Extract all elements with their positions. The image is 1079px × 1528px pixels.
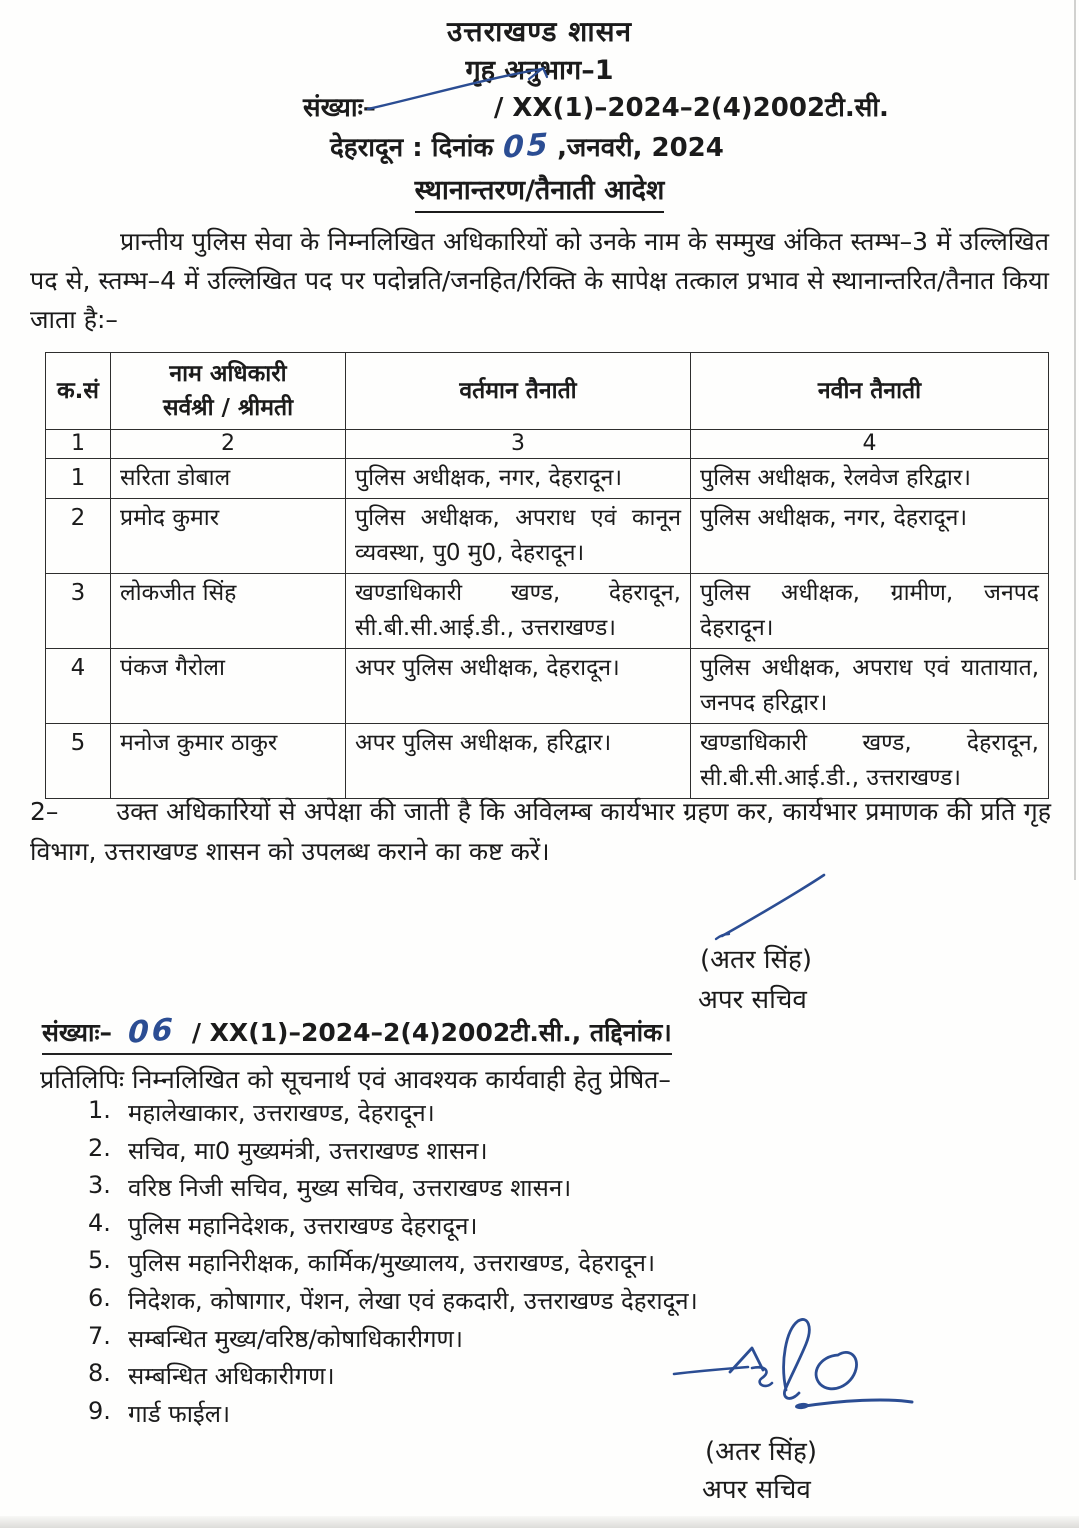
signatory-designation: अपर सचिव [698, 985, 807, 1015]
handwritten-date: 05 [502, 127, 552, 166]
header-serial: क.सं [46, 353, 111, 430]
row-serial: 3 [46, 574, 111, 649]
list-item: 2. सचिव, मा0 मुख्यमंत्री, उत्तराखण्ड शासन। [88, 1133, 488, 1165]
signature-flourish [668, 1310, 920, 1415]
paragraph-number: 2– [30, 797, 59, 826]
ref-prefix: संख्याः– [303, 93, 376, 123]
copy-recipient-list [88, 1096, 698, 1434]
officer-name: सरिता डोबाल [111, 459, 346, 499]
scan-edge-line [1074, 0, 1076, 880]
place-date-line [330, 128, 724, 164]
ref-number: / XX(1)–2024–2(4)2002टी.सी. [493, 93, 889, 123]
row-serial: 4 [46, 649, 111, 724]
place-date-suffix: ,जनवरी, 2024 [557, 133, 724, 163]
list-item: 6. निदेशक, कोषागार, पेंशन, लेखा एवं हकदारी, उत्तराखण्ड देहरादून। [88, 1283, 698, 1315]
table-row [46, 574, 1049, 649]
new-posting: पुलिस अधीक्षक, ग्रामीण, जनपद देहरादून। [691, 574, 1049, 649]
table-row [46, 459, 1049, 499]
signatory-name: (अतर सिंह) [700, 945, 812, 975]
new-posting: पुलिस अधीक्षक, नगर, देहरादून। [691, 499, 1049, 574]
list-item: 7. सम्बन्धित मुख्य/वरिष्ठ/कोषाधिकारीगण। [88, 1321, 464, 1353]
row-serial: 2 [46, 499, 111, 574]
table-header-row [46, 353, 1049, 430]
row-serial: 5 [46, 724, 111, 799]
new-posting: पुलिस अधीक्षक, रेलवेज हरिद्वार। [691, 459, 1049, 499]
list-item: 1. महालेखाकार, उत्तराखण्ड, देहरादून। [88, 1096, 435, 1127]
organization-title: उत्तराखण्ड शासन [446, 15, 633, 48]
current-posting: अपर पुलिस अधीक्षक, हरिद्वार। [346, 724, 691, 799]
new-posting: खण्डाधिकारी खण्ड, देहरादून, सी.बी.सी.आई.डी., उत्तराखण्ड। [691, 724, 1049, 799]
current-posting: अपर पुलिस अधीक्षक, देहरादून। [346, 649, 691, 724]
new-posting: पुलिस अधीक्षक, अपराध एवं यातायात, जनपद हरिद्वार। [691, 649, 1049, 724]
list-item: 8. सम्बन्धित अधिकारीगण। [88, 1359, 335, 1391]
department-section: गृह अनुभाग–1 [465, 55, 614, 86]
scan-bottom-shadow [0, 1516, 1079, 1528]
handwritten-slash-mark [362, 62, 562, 117]
ref2-prefix: संख्याः– [42, 1018, 113, 1047]
header-current-posting: वर्तमान तैनाती [346, 353, 691, 430]
instruction-paragraph: 2– उक्त अधिकारियों से अपेक्षा की जाती है कि अविलम्ब कार्यभार ग्रहण कर, कार्यभार प्रमाणक की प्रति गृह विभाग, उत्तराखण्ड शासन को उपलब्ध कराने का कष्ट करें। [30, 797, 1051, 866]
header-officer-name: नाम अधिकारी सर्वश्री / श्रीमती [111, 353, 346, 430]
opening-paragraph: प्रान्तीय पुलिस सेवा के निम्नलिखित अधिकारियों को उनके नाम के सम्मुख अंकित स्तम्भ–3 में उल्लिखित पद से, स्तम्भ–4 में उल्लिखित पद पर पदोन्नति/जनहित/रिक्ति के सापेक्ष तत्काल प्रभाव से स्थानान्तरित/तैनात किया जाता है:– [30, 227, 1049, 334]
list-item: 4. पुलिस महानिदेशक, उत्तराखण्ड देहरादून। [88, 1208, 478, 1240]
table-row [46, 499, 1049, 574]
signatory-designation: अपर सचिव [702, 1475, 811, 1505]
header-new-posting: नवीन तैनाती [691, 353, 1049, 430]
list-item: 9. गार्ड फाईल। [88, 1396, 231, 1428]
current-posting: पुलिस अधीक्षक, अपराध एवं कानून व्यवस्था, पु0 मु0, देहरादून। [346, 499, 691, 574]
place-date-prefix: देहरादून : दिनांक [330, 133, 494, 163]
ref2-number: / XX(1)–2024–2(4)2002टी.सी., तद्दिनांक। [191, 1018, 672, 1047]
copy-forward-line: प्रतिलिपिः निम्नलिखित को सूचनार्थ एवं आवश्यक कार्यवाही हेतु प्रेषित– [40, 1065, 671, 1094]
current-posting: खण्डाधिकारी खण्ड, देहरादून, सी.बी.सी.आई.डी., उत्तराखण्ड। [346, 574, 691, 649]
table-row [46, 649, 1049, 724]
officer-name: लोकजीत सिंह [111, 574, 346, 649]
list-item: 3. वरिष्ठ निजी सचिव, मुख्य सचिव, उत्तराखण्ड शासन। [88, 1171, 572, 1203]
list-item: 5. पुलिस महानिरीक्षक, कार्मिक/मुख्यालय, उत्तराखण्ड, देहरादून। [88, 1246, 656, 1278]
handwritten-ref-number: 06 [127, 1012, 177, 1051]
table-row [46, 724, 1049, 799]
transfer-table [45, 352, 1049, 799]
officer-name: प्रमोद कुमार [111, 499, 346, 574]
current-posting: पुलिस अधीक्षक, नगर, देहरादून। [346, 459, 691, 499]
officer-name: मनोज कुमार ठाकुर [111, 724, 346, 799]
officer-name: पंकज गैरोला [111, 649, 346, 724]
row-serial: 1 [46, 459, 111, 499]
document-title: स्थानान्तरण/तैनाती आदेश [0, 170, 1079, 207]
column-number-row: 1 2 3 4 [46, 430, 1049, 459]
endorsement-reference-line [42, 1014, 672, 1055]
signature-stroke [712, 868, 832, 946]
signatory-name: (अतर सिंह) [705, 1437, 817, 1467]
